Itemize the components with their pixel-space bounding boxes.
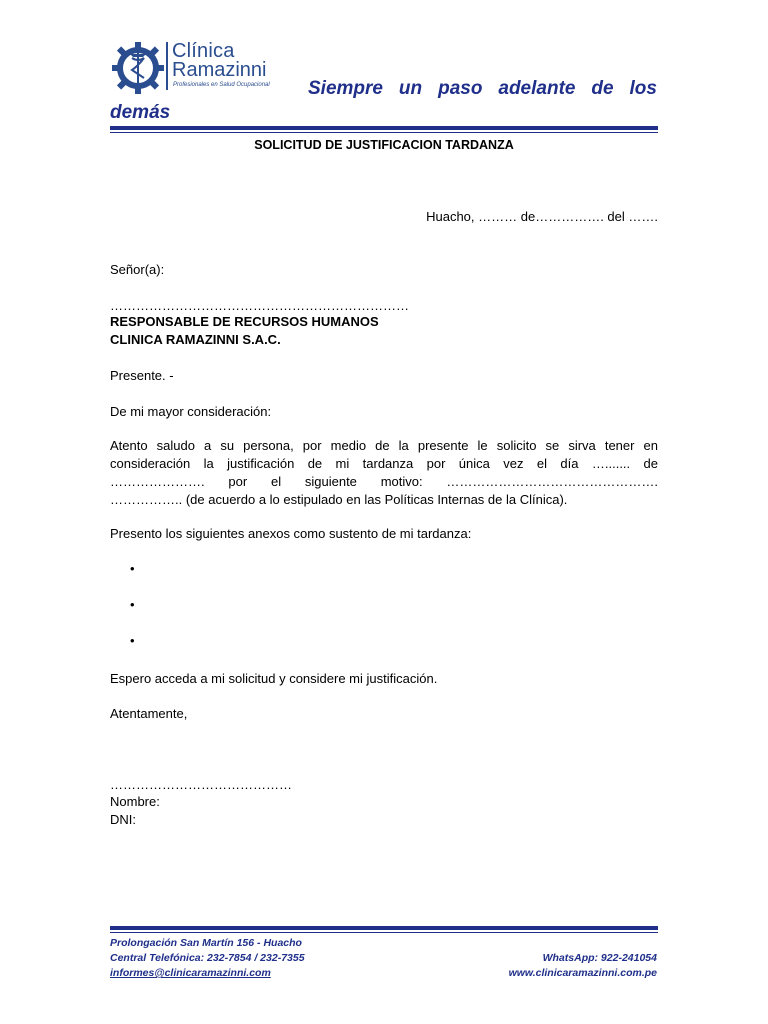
recipient-company: CLINICA RAMAZINNI S.A.C.: [110, 332, 281, 347]
sign-off: Atentamente,: [110, 706, 188, 721]
footer-website[interactable]: www.clinicaramazinni.com.pe: [508, 967, 657, 979]
annex-bullet-2: •: [130, 597, 135, 612]
greeting: De mi mayor consideración:: [110, 404, 272, 419]
recipient-role: RESPONSABLE DE RECURSOS HUMANOS: [110, 314, 379, 329]
slogan-line1: Siempre un paso adelante de los: [308, 78, 657, 99]
body-line-3: …………………. por el siguiente motivo: ………………………………………….: [110, 474, 658, 489]
footer-email-link[interactable]: informes@clinicaramazinni.com: [110, 967, 271, 979]
date-line: Huacho, ……… de……………. del …….: [426, 209, 658, 224]
name-label: Nombre:: [110, 794, 160, 809]
annex-bullet-3: •: [130, 633, 135, 648]
salutation: Señor(a):: [110, 262, 165, 277]
footer-phone: Central Telefónica: 232-7854 / 232-7355: [110, 952, 305, 964]
recipient-name-dotted: ……………………………………………………………: [110, 298, 409, 313]
annex-intro: Presento los siguientes anexos como sustento de mi tardanza:: [110, 526, 472, 541]
body-line-2: consideración la justificación de mi tardanza por única vez el día …....... de: [110, 456, 658, 471]
footer-address: Prolongación San Martín 156 - Huacho: [110, 937, 302, 949]
footer-whatsapp: WhatsApp: 922-241054: [542, 952, 657, 964]
footer-rule-thin: [110, 932, 658, 933]
brand-name-line1: Clínica: [172, 40, 235, 62]
logo-divider: [166, 42, 168, 90]
body-line-1: Atento saludo a su persona, por medio de la presente le solicito se sirva tener en: [110, 438, 658, 453]
brand-tagline: Profesionales en Salud Ocupacional: [173, 82, 270, 88]
footer-email[interactable]: [110, 967, 271, 979]
header-rule-thin: [110, 132, 658, 133]
dni-label: DNI:: [110, 812, 136, 827]
document-title: SOLICITUD DE JUSTIFICACION TARDANZA: [254, 138, 514, 152]
footer-rule-thick: [110, 926, 658, 930]
slogan-line2: demás: [110, 102, 171, 123]
presente: Presente. -: [110, 368, 174, 383]
signature-line: ……………………………………: [110, 777, 292, 792]
brand-name-line2: Ramazinni: [172, 59, 267, 81]
closing-request: Espero acceda a mi solicitud y considere mi justificación.: [110, 671, 438, 686]
gear-caduceus-icon: [110, 40, 166, 96]
annex-bullet-1: •: [130, 561, 135, 576]
header-rule-thick: [110, 126, 658, 130]
body-line-4: …………….. (de acuerdo a lo estipulado en las Políticas Internas de la Clínica).: [110, 492, 568, 507]
